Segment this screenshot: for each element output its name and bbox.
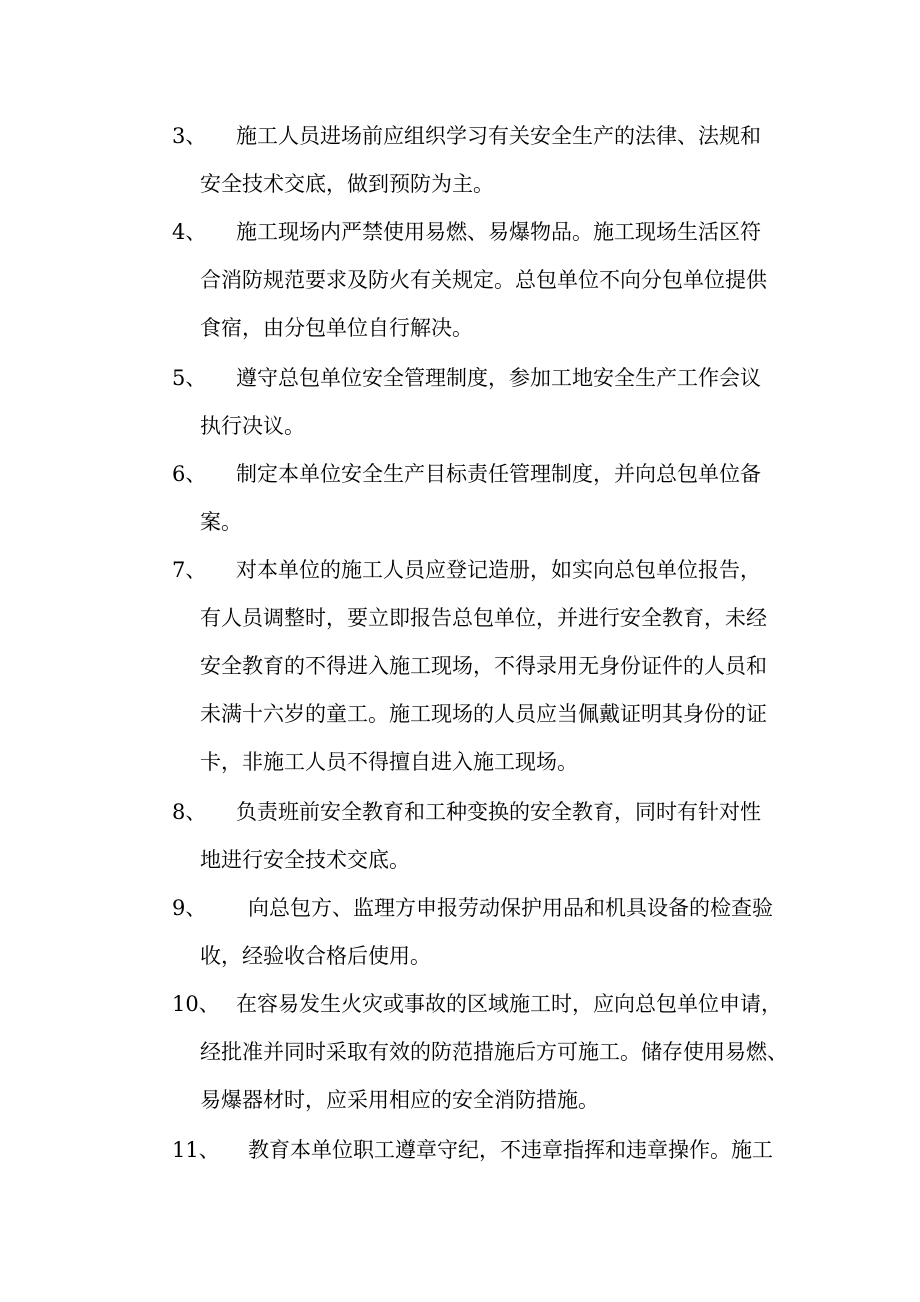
- list-item-3: [0, 112, 920, 208]
- item-text-line: 经批准并同时采取有效的防范措施后方可施工。储存使用易燃、: [200, 1040, 788, 1064]
- list-item-8: [0, 788, 920, 884]
- item-text-line: 教育本单位职工遵章守纪，不违章指挥和违章操作。施工: [248, 1138, 773, 1162]
- item-number: 3、: [172, 124, 207, 148]
- item-number: 11、: [172, 1138, 220, 1162]
- item-number: 7、: [172, 558, 207, 582]
- item-number: 4、: [172, 220, 207, 244]
- item-text-line: 负责班前安全教育和工种变换的安全教育，同时有针对性: [236, 800, 761, 824]
- list-item-6: [0, 450, 920, 546]
- list-item-9: [0, 884, 920, 980]
- list-item-4: [0, 208, 920, 352]
- item-number: 5、: [172, 366, 207, 390]
- item-text-line: 合消防规范要求及防火有关规定。总包单位不向分包单位提供: [200, 268, 767, 292]
- item-text-line: 在容易发生火灾或事故的区域施工时，应向总包单位申请，: [236, 992, 782, 1016]
- item-text-line: 向总包方、监理方申报劳动保护用品和机具设备的检查验: [248, 896, 773, 920]
- item-number: 10、: [172, 992, 220, 1016]
- list-item-5: [0, 354, 920, 450]
- item-text-line: 地进行安全技术交底。: [200, 848, 410, 872]
- item-number: 9、: [172, 896, 207, 920]
- item-text-line: 收，经验收合格后使用。: [200, 944, 431, 968]
- item-number: 8、: [172, 800, 207, 824]
- item-text-line: 对本单位的施工人员应登记造册，如实向总包单位报告，: [236, 558, 761, 582]
- list-item-7: [0, 546, 920, 786]
- item-text-line: 安全技术交底，做到预防为主。: [200, 172, 494, 196]
- item-text-line: 施工现场内严禁使用易燃、易爆物品。施工现场生活区符: [236, 220, 761, 244]
- item-text-line: 执行决议。: [200, 414, 305, 438]
- item-text-line: 遵守总包单位安全管理制度，参加工地安全生产工作会议: [236, 366, 761, 390]
- item-text-line: 制定本单位安全生产目标责任管理制度，并向总包单位备: [236, 462, 761, 486]
- item-number: 6、: [172, 462, 207, 486]
- item-text-line: 安全教育的不得进入施工现场，不得录用无身份证件的人员和: [200, 654, 767, 678]
- item-text-line: 卡，非施工人员不得擅自进入施工现场。: [200, 750, 578, 774]
- item-text-line: 食宿，由分包单位自行解决。: [200, 316, 473, 340]
- item-text-line: 有人员调整时，要立即报告总包单位，并进行安全教育，未经: [200, 606, 767, 630]
- item-text-line: 易爆器材时，应采用相应的安全消防措施。: [200, 1088, 599, 1112]
- list-item-10: [0, 980, 920, 1124]
- item-text-line: 案。: [200, 510, 242, 534]
- item-text-line: 未满十六岁的童工。施工现场的人员应当佩戴证明其身份的证: [200, 702, 767, 726]
- list-item-11: [0, 1126, 920, 1174]
- item-text-line: 施工人员进场前应组织学习有关安全生产的法律、法规和: [236, 124, 761, 148]
